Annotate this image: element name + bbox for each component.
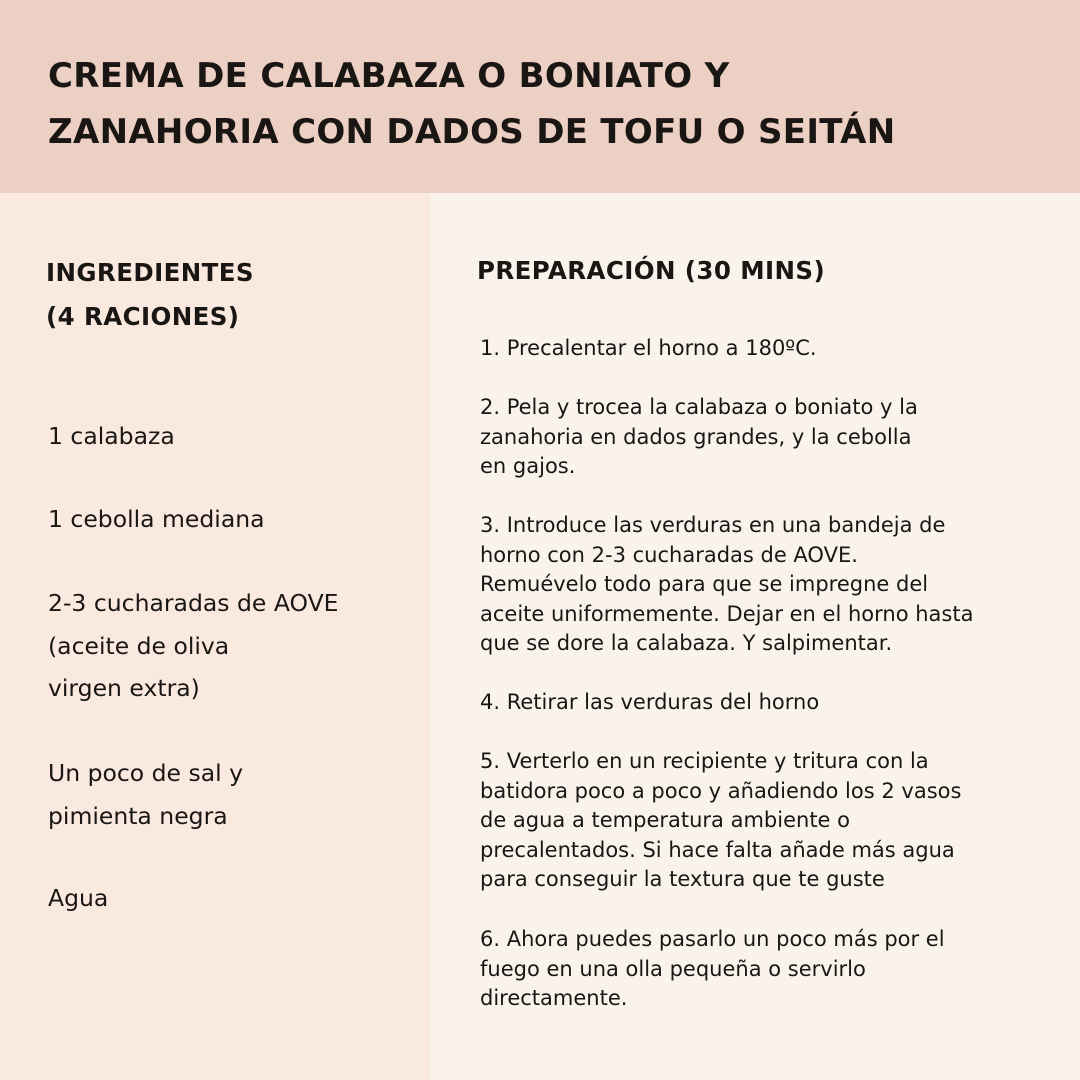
preparation-step: 6. Ahora puedes pasarlo un poco más por el fuego en una olla pequeña o servirlo directamente.: [480, 927, 945, 1010]
ingredient-item: 1 cebolla mediana: [48, 505, 265, 533]
ingredients-panel: [0, 193, 430, 1080]
recipe-title-line-1: CREMA DE CALABAZA O BONIATO Y: [48, 56, 730, 96]
ingredient-item: 2-3 cucharadas de AOVE (aceite de oliva virgen extra): [48, 589, 339, 702]
recipe-title: [48, 48, 1058, 160]
preparation-step: 4. Retirar las verduras del horno: [480, 690, 820, 714]
ingredient-item: 1 calabaza: [48, 422, 175, 450]
preparation-heading: PREPARACIÓN (30 MINS): [477, 256, 826, 285]
recipe-title-line-2: ZANAHORIA CON DADOS DE TOFU O SEITÁN: [48, 112, 896, 152]
preparation-step: 1. Precalentar el horno a 180ºC.: [480, 336, 817, 360]
title-banner: [0, 0, 1080, 193]
ingredients-heading: INGREDIENTES (4 RACIONES): [46, 258, 254, 331]
preparation-panel: [430, 193, 1080, 1080]
preparation-step: 3. Introduce las verduras en una bandeja de horno con 2-3 cucharadas de AOVE. Remuévelo todo para que se impregne del aceite uniformemente. Dejar en el horno hasta que se dore la calabaza. Y salpimentar.: [480, 513, 974, 655]
preparation-step: 2. Pela y trocea la calabaza o boniato y la zanahoria en dados grandes, y la cebolla en gajos.: [480, 395, 918, 478]
ingredient-item: Un poco de sal y pimienta negra: [48, 759, 244, 830]
preparation-step: 5. Verterlo en un recipiente y tritura con la batidora poco a poco y añadiendo los 2 vasos de agua a temperatura ambiente o precalentados. Si hace falta añade más agua para conseguir la textura que te guste: [480, 749, 962, 891]
ingredient-item: Agua: [48, 884, 109, 912]
